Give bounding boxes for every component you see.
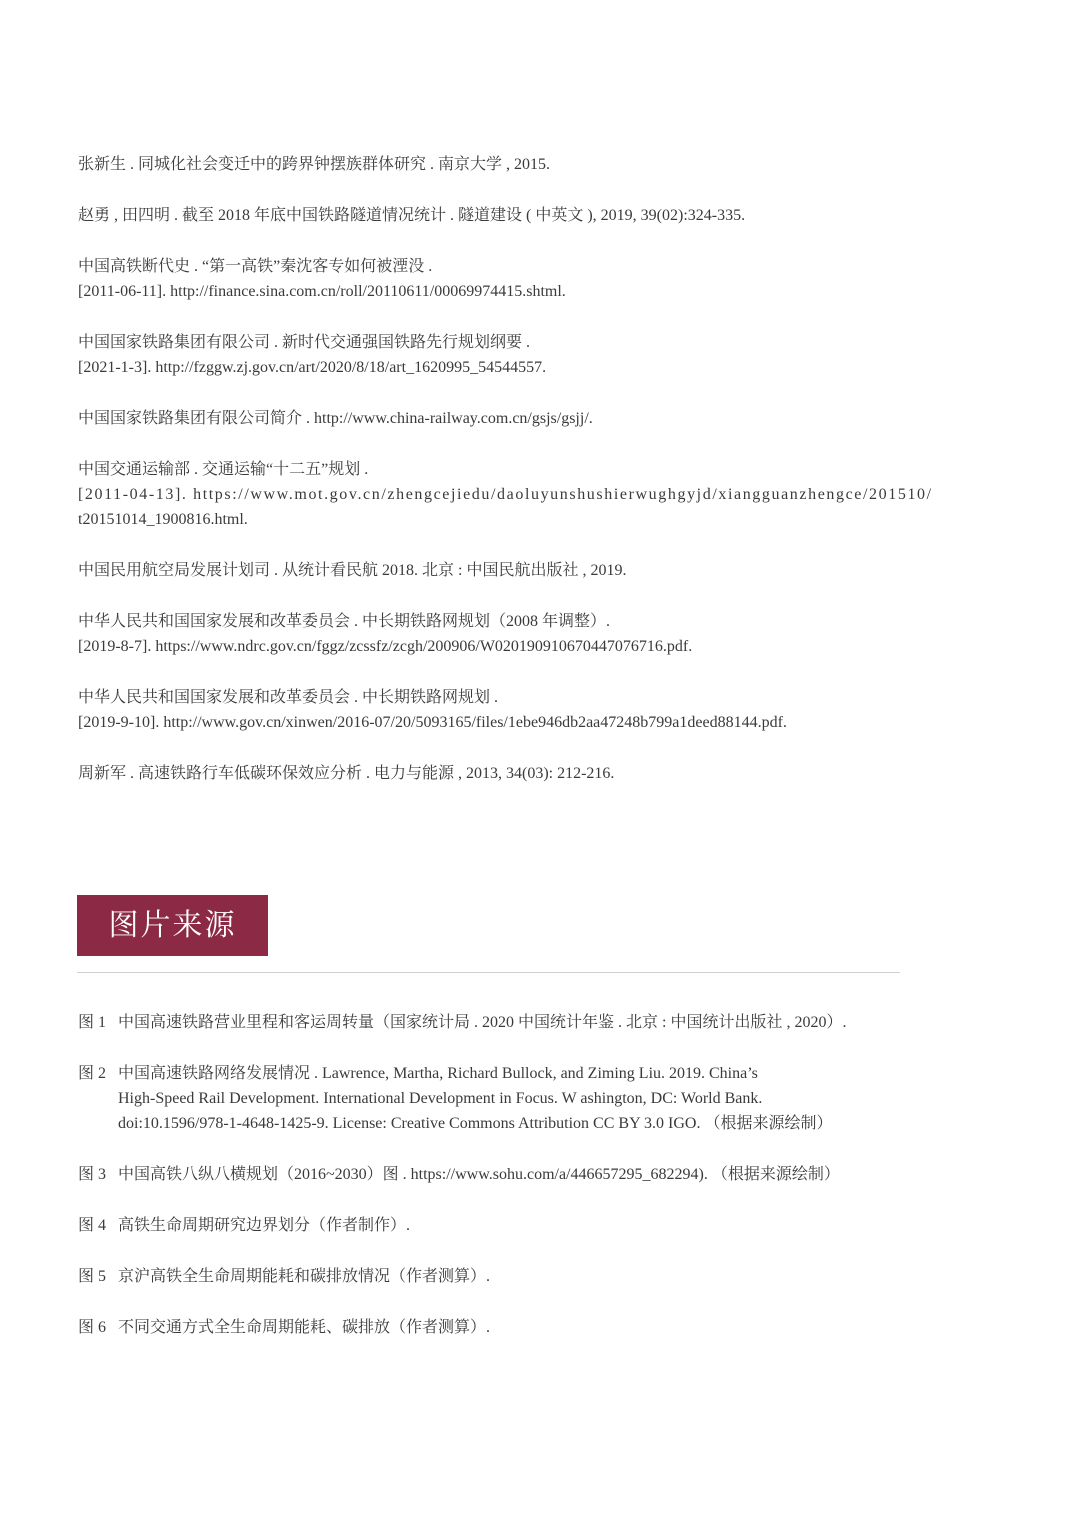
figure-number: 图 2 <box>78 1065 107 1082</box>
figure-source-item <box>78 1010 1018 1035</box>
figure-source-line: 京沪高铁全生命周期能耗和碳排放情况（作者测算）. <box>118 1268 491 1285</box>
reference-line: 张新生 . 同城化社会变迁中的跨界钟摆族群体研究 . 南京大学 , 2015. <box>78 156 551 173</box>
figure-source-line: 高铁生命周期研究边界划分（作者制作）. <box>118 1217 411 1234</box>
reference-line: 中华人民共和国国家发展和改革委员会 . 中长期铁路网规划（2008 年调整）. <box>78 613 611 630</box>
reference-line: 周新军 . 高速铁路行车低碳环保效应分析 . 电力与能源 , 2013, 34(03): 212-216. <box>78 765 615 782</box>
reference-line: 中国民用航空局发展计划司 . 从统计看民航 2018. 北京 : 中国民航出版社 , 2019. <box>78 562 627 579</box>
reference-list <box>78 152 1018 812</box>
reference-item <box>78 254 1018 304</box>
figure-source-text <box>118 1315 490 1340</box>
figure-source-text <box>118 1162 840 1187</box>
reference-item <box>78 685 1018 735</box>
figure-source-line: High-Speed Rail Development. International Development in Focus. W ashington, DC: World Bank. <box>118 1090 763 1107</box>
reference-line[interactable]: 中国国家铁路集团有限公司简介 . http://www.china-railway.com.cn/gsjs/gsjj/. <box>78 410 593 427</box>
reference-url[interactable]: [2019-9-10]. http://www.gov.cn/xinwen/2016-07/20/5093165/files/1ebe946db2aa47248b799a1deed88144.pdf. <box>78 714 787 731</box>
figure-source-text <box>118 1264 490 1289</box>
reference-url[interactable]: [2011-06-11]. http://finance.sina.com.cn/roll/20110611/00069974415.shtml. <box>78 283 566 300</box>
figure-source-text <box>118 1213 410 1238</box>
section-title-image-sources: 图片来源 <box>77 895 268 956</box>
reference-line: 赵勇 , 田四明 . 截至 2018 年底中国铁路隧道情况统计 . 隧道建设 ( 中英文 ), 2019, 39(02):324-335. <box>78 207 746 224</box>
reference-item <box>78 152 1018 177</box>
reference-line: 中国交通运输部 . 交通运输“十二五”规划 . <box>78 461 369 478</box>
figure-source-item <box>78 1315 1018 1340</box>
reference-item <box>78 609 1018 659</box>
reference-item <box>78 203 1018 228</box>
reference-item <box>78 406 1018 431</box>
figure-source-item <box>78 1162 1018 1187</box>
reference-line: 中国国家铁路集团有限公司 . 新时代交通强国铁路先行规划纲要 . <box>78 334 531 351</box>
figure-source-line: 不同交通方式全生命周期能耗、碳排放（作者测算）. <box>118 1319 491 1336</box>
figure-source-line: doi:10.1596/978-1-4648-1425-9. License: Creative Commons Attribution CC BY 3.0 IGO. （根据来源绘制） <box>118 1115 833 1132</box>
figure-source-item <box>78 1264 1018 1289</box>
figure-source-text <box>118 1010 846 1035</box>
reference-line: 中华人民共和国国家发展和改革委员会 . 中长期铁路网规划 . <box>78 689 499 706</box>
figure-source-list <box>78 1010 1018 1366</box>
reference-item <box>78 761 1018 786</box>
figure-number: 图 6 <box>78 1319 107 1336</box>
figure-number: 图 3 <box>78 1166 107 1183</box>
figure-number: 图 4 <box>78 1217 107 1234</box>
figure-source-line: 中国高铁八纵八横规划（2016~2030）图 . https://www.sohu.com/a/446657295_682294). （根据来源绘制） <box>118 1166 840 1183</box>
reference-url[interactable]: [2011-04-13]. https://www.mot.gov.cn/zhengcejiedu/daoluyunshushierwughgyjd/xiangguanzhengce/201510/ <box>78 486 933 503</box>
figure-source-item <box>78 1213 1018 1238</box>
figure-source-text <box>118 1061 832 1136</box>
figure-source-line: 中国高速铁路营业里程和客运周转量（国家统计局 . 2020 中国统计年鉴 . 北京 : 中国统计出版社 , 2020）. <box>118 1014 847 1031</box>
reference-url[interactable]: [2019-8-7]. https://www.ndrc.gov.cn/fggz/zcssfz/zcgh/200906/W020190910670447076716.pdf. <box>78 638 693 655</box>
figure-source-line: 中国高速铁路网络发展情况 . Lawrence, Martha, Richard Bullock, and Ziming Liu. 2019. China’s <box>118 1065 758 1082</box>
figure-number: 图 1 <box>78 1014 107 1031</box>
figure-number: 图 5 <box>78 1268 107 1285</box>
reference-url-continued[interactable]: t20151014_1900816.html. <box>78 511 248 528</box>
reference-url[interactable]: [2021-1-3]. http://fzggw.zj.gov.cn/art/2020/8/18/art_1620995_54544557. <box>78 359 547 376</box>
figure-source-item <box>78 1061 1018 1136</box>
section-divider <box>77 972 900 973</box>
reference-line: 中国高铁断代史 . “第一高铁”秦沈客专如何被湮没 . <box>78 258 433 275</box>
reference-item <box>78 558 1018 583</box>
reference-item <box>78 330 1018 380</box>
reference-item <box>78 457 1018 532</box>
